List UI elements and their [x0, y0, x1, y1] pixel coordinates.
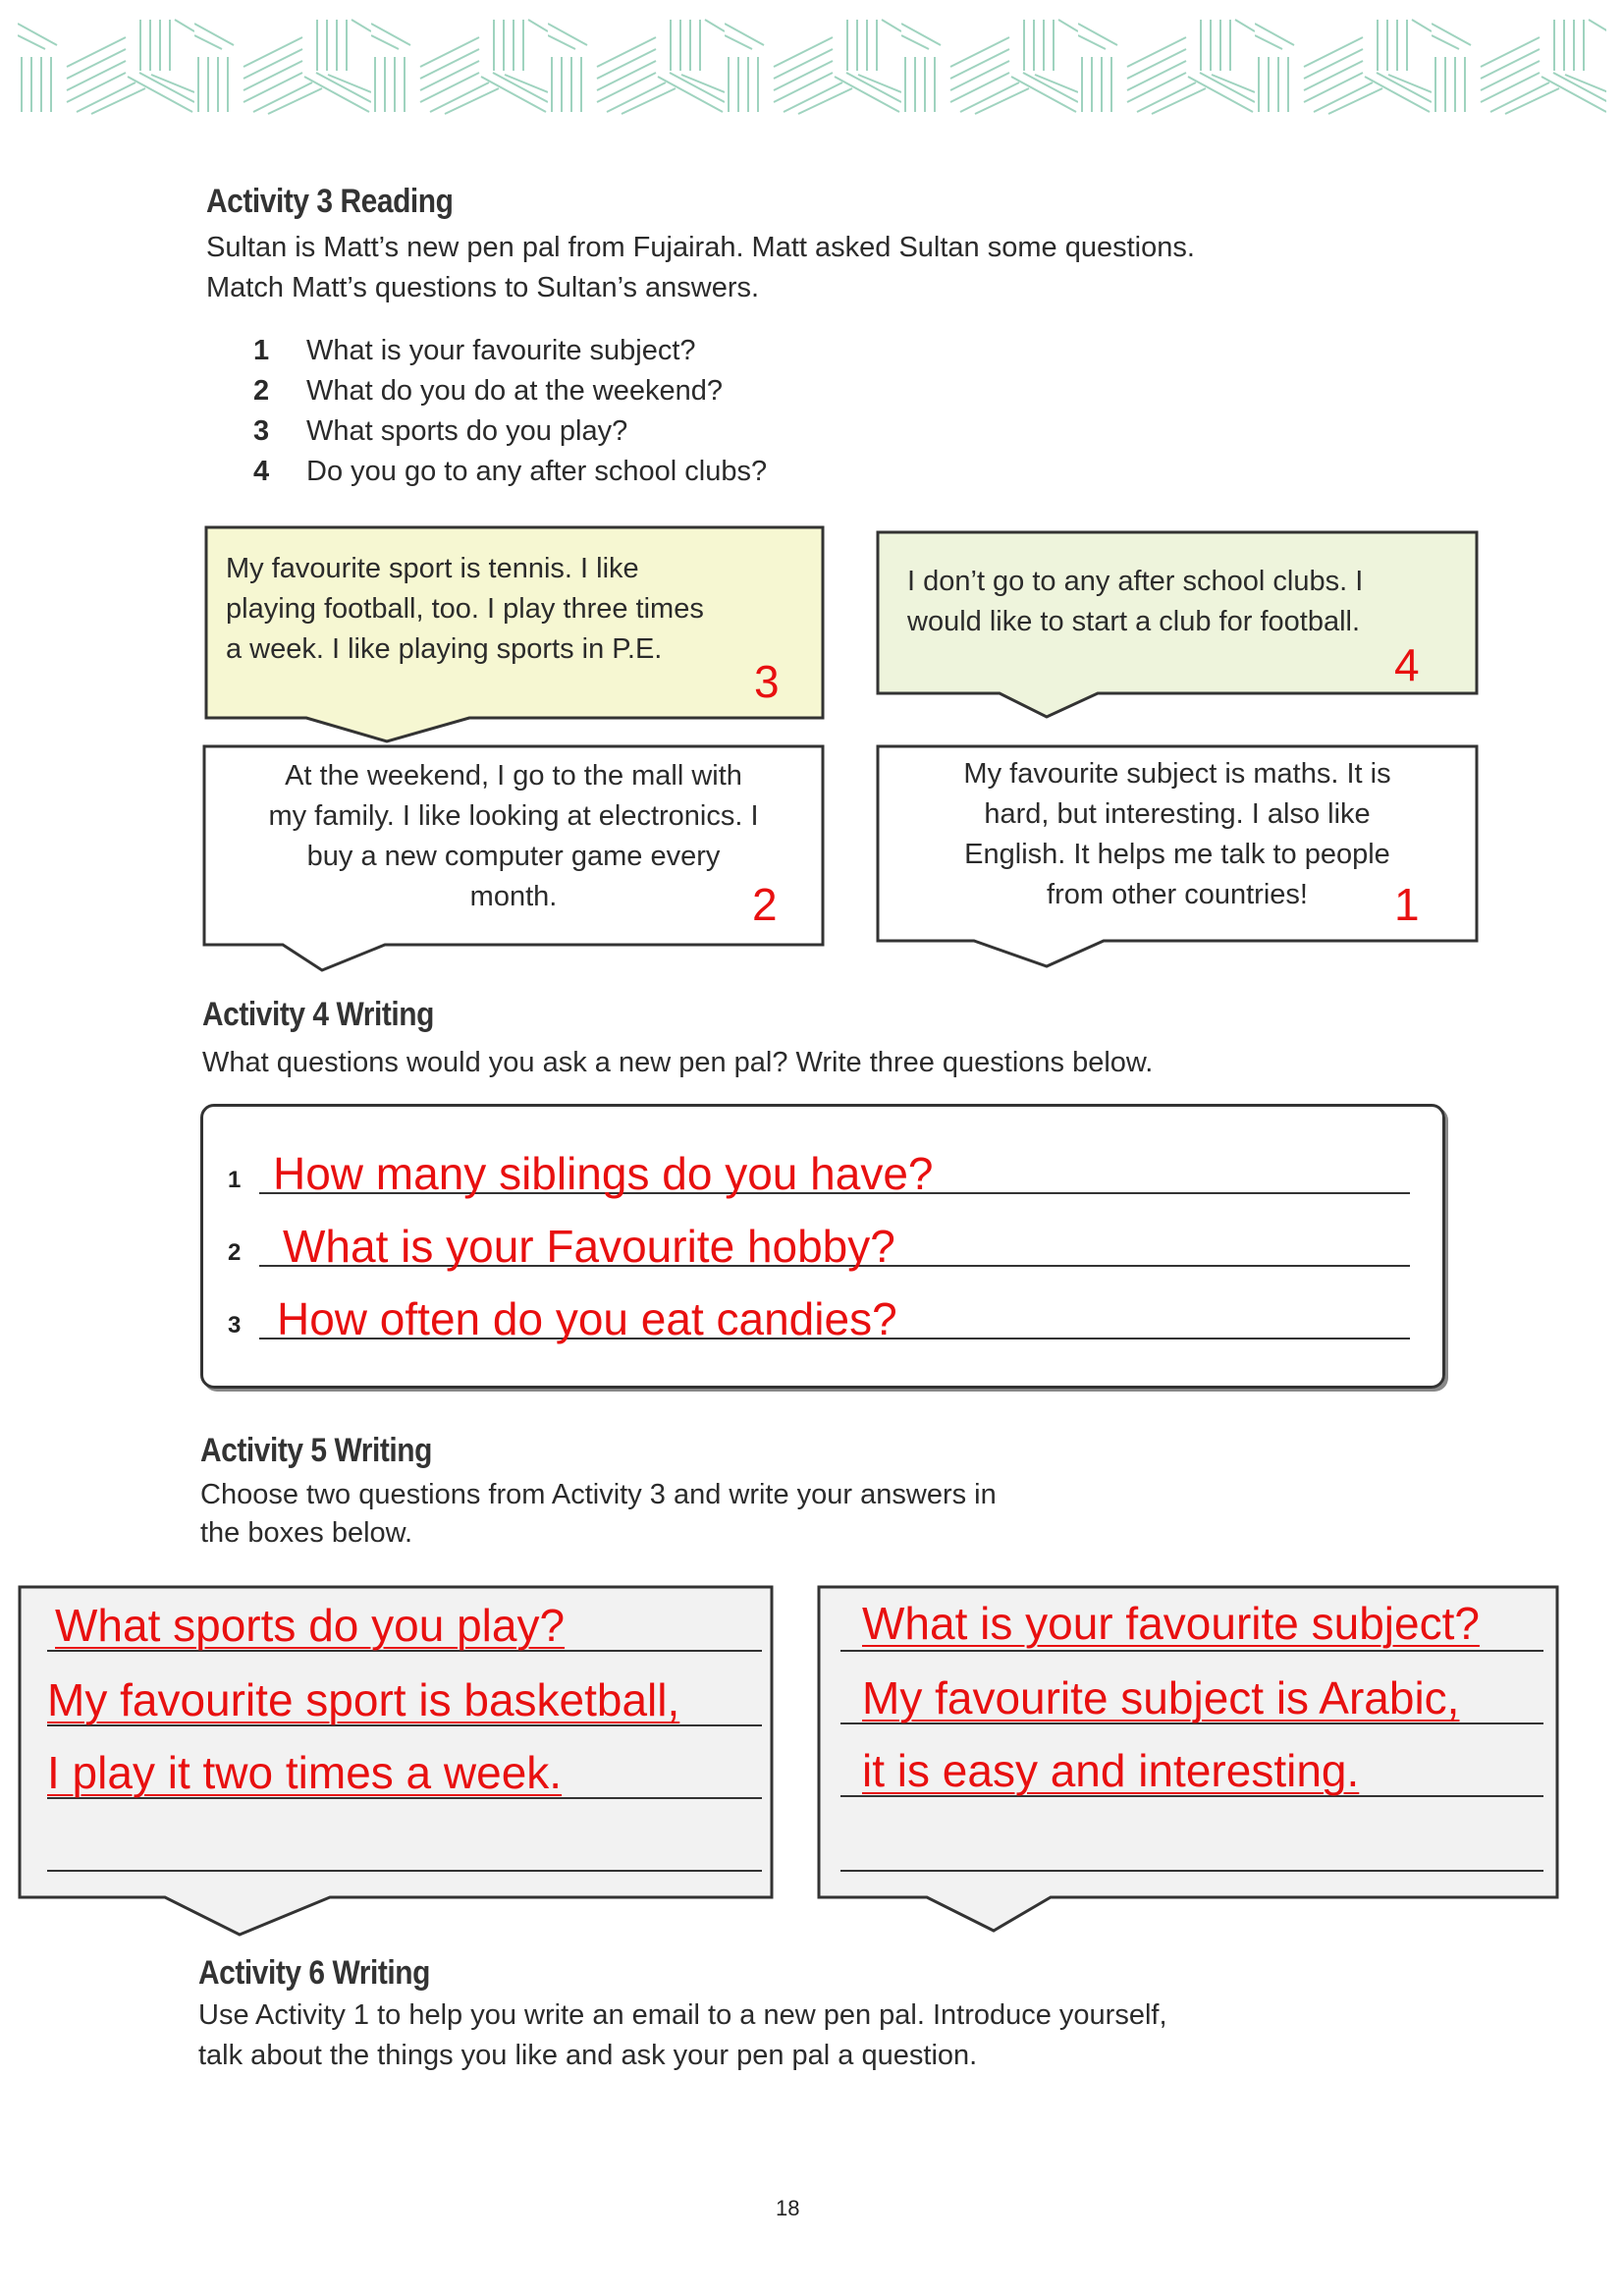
question-item: 3 What sports do you play?	[253, 415, 628, 447]
activity5-title: Activity 5 Writing	[200, 1432, 432, 1469]
activity5-left-box	[18, 1585, 774, 1941]
entry-number: 2	[228, 1239, 242, 1266]
question-item: 1 What is your favourite subject?	[253, 335, 696, 366]
activity4-title: Activity 4 Writing	[202, 996, 434, 1033]
handwritten-answer: My favourite sport is basketball,	[47, 1674, 680, 1725]
activity5-right-box	[817, 1585, 1559, 1941]
handwritten-question: How often do you eat candies?	[277, 1293, 897, 1344]
activity4-instruction: What questions would you ask a new pen pal? Write three questions below.	[202, 1047, 1154, 1078]
entry-number: 1	[228, 1167, 242, 1193]
page-number: 18	[776, 2196, 800, 2220]
handwritten-answer: My favourite subject is Arabic,	[862, 1672, 1460, 1723]
activity3-instruction-1: Sultan is Matt’s new pen pal from Fujairah. Matt asked Sultan some questions.	[206, 232, 1195, 263]
handwritten-answer: it is easy and interesting.	[862, 1745, 1360, 1796]
handwritten-answer: I play it two times a week.	[47, 1747, 563, 1798]
activity5-instruction-2: the boxes below.	[200, 1517, 413, 1549]
match-number: 4	[1394, 639, 1420, 690]
activity6-instruction-2: talk about the things you like and ask your pen pal a question.	[198, 2040, 978, 2071]
question-list	[253, 331, 767, 492]
activity5-instruction-1: Choose two questions from Activity 3 and write your answers in	[200, 1479, 997, 1510]
activity6-title: Activity 6 Writing	[198, 1954, 430, 1992]
answer-bubble: My favourite subject is maths. It is hard, but interesting. I also like English. It helps me talk to people from other countries! 1	[876, 744, 1479, 970]
entry-number: 3	[228, 1312, 242, 1339]
question-item: 2 What do you do at the weekend?	[253, 375, 724, 407]
handwritten-question: How many siblings do you have?	[273, 1148, 934, 1199]
match-number: 3	[754, 656, 780, 707]
activity6-instruction-1: Use Activity 1 to help you write an email to a new pen pal. Introduce yourself,	[198, 1999, 1167, 2031]
match-number: 2	[752, 879, 778, 930]
answer-bubble: My favourite sport is tennis. I like playing football, too. I play three times a week. I like playing sports in P.E. 3	[204, 525, 825, 743]
decorative-banner	[18, 18, 1606, 116]
answer-bubble: At the weekend, I go to the mall with my family. I like looking at electronics. I buy a new computer game every month. 2	[202, 744, 825, 972]
match-number: 1	[1394, 879, 1420, 930]
activity3-title: Activity 3 Reading	[206, 183, 454, 220]
handwritten-answer: What is your favourite subject?	[862, 1598, 1480, 1649]
activity3-instruction-2: Match Matt’s questions to Sultan’s answers.	[206, 272, 760, 303]
handwritten-question: What is your Favourite hobby?	[283, 1221, 895, 1272]
answer-bubble: I don’t go to any after school clubs. I would like to start a club for football. 4	[876, 530, 1479, 719]
question-item: 4 Do you go to any after school clubs?	[253, 456, 768, 487]
handwritten-answer: What sports do you play?	[55, 1600, 566, 1651]
